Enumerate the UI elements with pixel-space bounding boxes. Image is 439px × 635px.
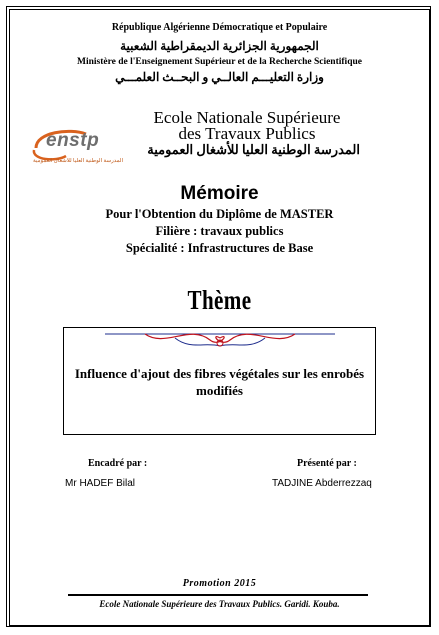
memoire-title: Mémoire [180,183,259,204]
ornament-divider [105,328,335,354]
ornament-swirl-left [145,334,224,342]
ministry-fr: Ministère de l'Enseignement Supérieur et de la Recherche Scientifique [77,57,362,67]
logo-wordmark: enstp [46,130,100,151]
memoire-specialite: Spécialité : Infrastructures de Base [125,241,314,255]
presenter-name: TADJINE Abderrezzaq [272,478,372,489]
footer-rule [68,594,368,596]
theme-heading: Thème [187,285,252,315]
logo-caption: المدرسة الوطنية العليا للأشغال العمومية [32,158,123,164]
presenter-label: Présenté par : [297,458,357,469]
school-name-line1: Ecole Nationale Supérieure [153,108,341,127]
republic-fr: République Algérienne Démocratique et Populaire [111,22,328,33]
memoire-filiere: Filière : travaux publics [155,224,284,238]
page-border-inner [9,9,430,626]
school-name-line2: des Travaux Publics [178,124,316,143]
memoire-diploma: Pour l'Obtention du Diplôme de MASTER [105,207,334,221]
school-name-ar: المدرسة الوطنية العليا للأشغال العمومية [147,142,360,157]
republic-ar: الجمهورية الجزائرية الديمقراطية الشعبية [120,39,319,53]
footer-address: Ecole Nationale Supérieure des Travaux Publics. Garidi. Kouba. [99,599,340,609]
theme-title: Influence d'ajout des fibres végétales sur les enrobés modifiés [74,366,365,398]
supervisor-label: Encadré par : [88,458,148,469]
supervisor-name: Mr HADEF Bilal [65,478,136,489]
ornament-swirl-right [216,334,295,342]
promotion: Promotion 2015 [182,578,257,589]
ministry-ar: وزارة التعليـــم العالــي و البحــث العلمـــي [115,70,324,84]
